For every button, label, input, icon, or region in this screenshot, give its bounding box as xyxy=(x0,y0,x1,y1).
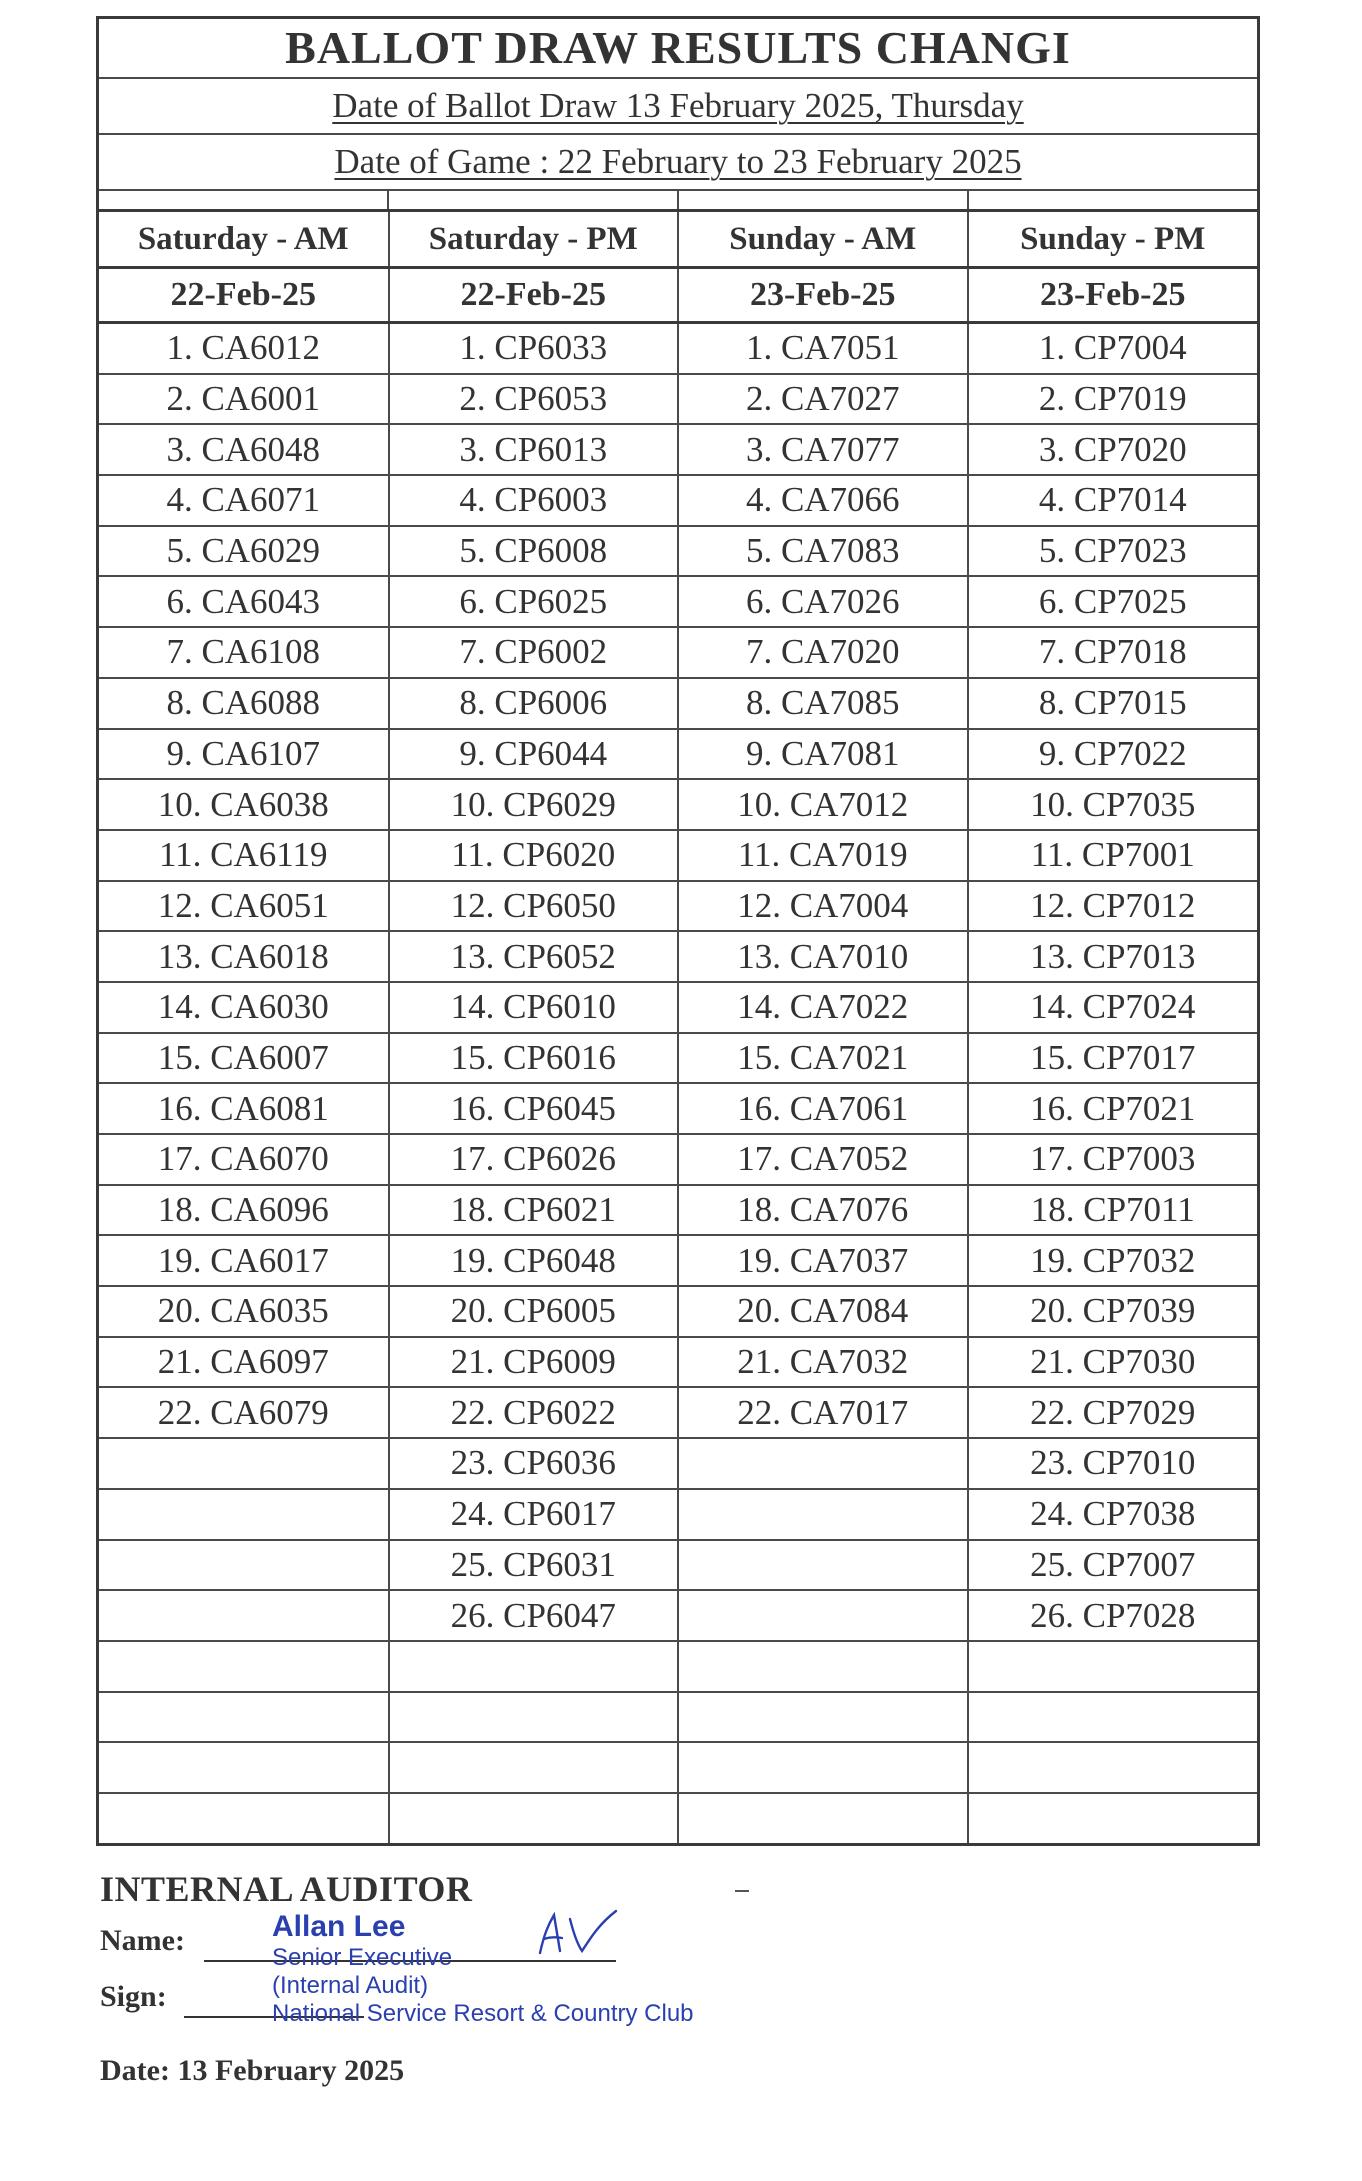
table-cell xyxy=(99,1540,389,1591)
stamp-title: Senior Executive xyxy=(272,1944,453,1971)
table-cell: 2. CA6001 xyxy=(99,374,389,425)
table-cell: 8. CP7015 xyxy=(968,678,1258,729)
table-cell: 10. CA7012 xyxy=(678,779,968,830)
table-cell: 14. CA6030 xyxy=(99,982,389,1033)
table-cell xyxy=(389,1742,679,1793)
table-row xyxy=(99,424,1257,475)
table-cell: 4. CP7014 xyxy=(968,475,1258,526)
table-cell xyxy=(678,1540,968,1591)
table-cell: 13. CP7013 xyxy=(968,931,1258,982)
table-cell: 15. CA6007 xyxy=(99,1033,389,1084)
table-cell: 4. CA7066 xyxy=(678,475,968,526)
table-row xyxy=(99,1641,1257,1692)
column-dates xyxy=(99,268,1257,323)
table-cell: 11. CP6020 xyxy=(389,830,679,881)
table-row xyxy=(99,1742,1257,1793)
table-cell xyxy=(678,1590,968,1641)
results-table xyxy=(99,212,1257,1843)
table-cell: 3. CP7020 xyxy=(968,424,1258,475)
ballot-date: Date of Ballot Draw 13 February 2025, Thursday xyxy=(332,86,1024,125)
game-date: Date of Game : 22 February to 23 February 2025 xyxy=(334,142,1022,181)
table-cell: 12. CP6050 xyxy=(389,881,679,932)
table-cell xyxy=(99,1692,389,1743)
table-cell: 23. CP7010 xyxy=(968,1438,1258,1489)
table-cell: 14. CP7024 xyxy=(968,982,1258,1033)
column-heading: Sunday - AM xyxy=(678,212,968,268)
page-title: BALLOT DRAW RESULTS CHANGI xyxy=(99,19,1257,79)
table-cell xyxy=(678,1438,968,1489)
table-cell: 12. CA7004 xyxy=(678,881,968,932)
table-cell: 21. CA7032 xyxy=(678,1337,968,1388)
table-row xyxy=(99,1185,1257,1236)
table-row xyxy=(99,1083,1257,1134)
column-date: 23-Feb-25 xyxy=(968,268,1258,323)
column-heading: Sunday - PM xyxy=(968,212,1258,268)
table-cell xyxy=(678,1793,968,1843)
table-cell: 15. CA7021 xyxy=(678,1033,968,1084)
table-cell: 19. CP6048 xyxy=(389,1235,679,1286)
signature-icon xyxy=(530,1905,630,1965)
table-cell: 18. CA6096 xyxy=(99,1185,389,1236)
table-row xyxy=(99,1692,1257,1743)
table-row xyxy=(99,1033,1257,1084)
table-row xyxy=(99,1337,1257,1388)
sign-label: Sign: xyxy=(100,1980,167,2013)
table-row xyxy=(99,1540,1257,1591)
table-cell: 10. CP6029 xyxy=(389,779,679,830)
table-row xyxy=(99,1286,1257,1337)
column-date: 22-Feb-25 xyxy=(99,268,389,323)
table-cell: 17. CA7052 xyxy=(678,1134,968,1185)
table-cell xyxy=(968,1793,1258,1843)
table-cell: 9. CP6044 xyxy=(389,729,679,780)
table-cell: 19. CA7037 xyxy=(678,1235,968,1286)
table-cell xyxy=(99,1438,389,1489)
table-cell xyxy=(389,1641,679,1692)
table-cell: 16. CA7061 xyxy=(678,1083,968,1134)
table-row xyxy=(99,1387,1257,1438)
table-cell: 22. CP7029 xyxy=(968,1387,1258,1438)
table-cell: 20. CA7084 xyxy=(678,1286,968,1337)
table-cell: 2. CP6053 xyxy=(389,374,679,425)
table-cell: 11. CA7019 xyxy=(678,830,968,881)
stray-mark xyxy=(735,1890,749,1892)
table-cell: 12. CA6051 xyxy=(99,881,389,932)
table-cell: 23. CP6036 xyxy=(389,1438,679,1489)
table-cell: 3. CP6013 xyxy=(389,424,679,475)
ballot-results-sheet xyxy=(96,16,1260,1846)
table-cell: 15. CP7017 xyxy=(968,1033,1258,1084)
table-cell: 21. CP7030 xyxy=(968,1337,1258,1388)
table-cell: 7. CA6108 xyxy=(99,627,389,678)
table-cell: 9. CP7022 xyxy=(968,729,1258,780)
stamp-name: Allan Lee xyxy=(272,1910,406,1943)
table-cell: 7. CP7018 xyxy=(968,627,1258,678)
table-cell: 1. CP6033 xyxy=(389,323,679,374)
table-cell: 26. CP7028 xyxy=(968,1590,1258,1641)
table-cell: 18. CA7076 xyxy=(678,1185,968,1236)
table-cell: 9. CA6107 xyxy=(99,729,389,780)
table-cell: 7. CA7020 xyxy=(678,627,968,678)
table-cell: 11. CP7001 xyxy=(968,830,1258,881)
table-cell: 17. CP6026 xyxy=(389,1134,679,1185)
table-cell: 5. CA7083 xyxy=(678,526,968,577)
table-row xyxy=(99,627,1257,678)
table-cell: 18. CP7011 xyxy=(968,1185,1258,1236)
table-row xyxy=(99,1438,1257,1489)
table-cell: 6. CP6025 xyxy=(389,576,679,627)
table-cell: 6. CA6043 xyxy=(99,576,389,627)
auditor-stamp xyxy=(272,1910,694,2028)
table-cell: 17. CA6070 xyxy=(99,1134,389,1185)
table-cell: 16. CP6045 xyxy=(389,1083,679,1134)
table-cell: 21. CP6009 xyxy=(389,1337,679,1388)
table-cell: 24. CP6017 xyxy=(389,1489,679,1540)
table-cell: 11. CA6119 xyxy=(99,830,389,881)
results-body xyxy=(99,323,1257,1843)
table-row xyxy=(99,374,1257,425)
table-row xyxy=(99,982,1257,1033)
table-row xyxy=(99,779,1257,830)
table-cell: 13. CA6018 xyxy=(99,931,389,982)
table-cell: 6. CA7026 xyxy=(678,576,968,627)
table-cell: 6. CP7025 xyxy=(968,576,1258,627)
table-cell: 25. CP6031 xyxy=(389,1540,679,1591)
ballot-date-row xyxy=(99,79,1257,135)
table-cell xyxy=(99,1489,389,1540)
table-cell: 3. CA6048 xyxy=(99,424,389,475)
table-cell: 17. CP7003 xyxy=(968,1134,1258,1185)
auditor-heading: INTERNAL AUDITOR xyxy=(100,1869,473,1909)
table-cell: 19. CP7032 xyxy=(968,1235,1258,1286)
name-label: Name: xyxy=(100,1924,185,1957)
table-cell: 15. CP6016 xyxy=(389,1033,679,1084)
table-cell xyxy=(968,1742,1258,1793)
table-cell: 12. CP7012 xyxy=(968,881,1258,932)
table-cell: 1. CA6012 xyxy=(99,323,389,374)
table-cell: 26. CP6047 xyxy=(389,1590,679,1641)
table-cell: 16. CP7021 xyxy=(968,1083,1258,1134)
table-cell: 3. CA7077 xyxy=(678,424,968,475)
table-cell: 22. CA6079 xyxy=(99,1387,389,1438)
table-cell: 22. CA7017 xyxy=(678,1387,968,1438)
table-row xyxy=(99,1793,1257,1843)
table-cell xyxy=(389,1793,679,1843)
table-cell: 10. CP7035 xyxy=(968,779,1258,830)
table-cell: 2. CA7027 xyxy=(678,374,968,425)
table-cell: 14. CP6010 xyxy=(389,982,679,1033)
stamp-dept: (Internal Audit) xyxy=(272,1972,429,1999)
column-date: 23-Feb-25 xyxy=(678,268,968,323)
table-cell: 4. CA6071 xyxy=(99,475,389,526)
table-row xyxy=(99,830,1257,881)
table-cell xyxy=(99,1590,389,1641)
table-row xyxy=(99,475,1257,526)
table-cell: 20. CP6005 xyxy=(389,1286,679,1337)
table-cell: 8. CA7085 xyxy=(678,678,968,729)
stamp-org: National Service Resort & Country Club xyxy=(272,2000,694,2027)
table-cell: 13. CA7010 xyxy=(678,931,968,982)
table-cell: 20. CP7039 xyxy=(968,1286,1258,1337)
table-row xyxy=(99,1235,1257,1286)
table-cell: 8. CP6006 xyxy=(389,678,679,729)
table-row xyxy=(99,1489,1257,1540)
table-cell: 7. CP6002 xyxy=(389,627,679,678)
table-row xyxy=(99,1590,1257,1641)
table-row xyxy=(99,526,1257,577)
table-cell: 19. CA6017 xyxy=(99,1235,389,1286)
table-row xyxy=(99,729,1257,780)
table-cell xyxy=(389,1692,679,1743)
table-cell: 2. CP7019 xyxy=(968,374,1258,425)
table-cell xyxy=(678,1489,968,1540)
table-row xyxy=(99,323,1257,374)
table-row xyxy=(99,576,1257,627)
table-cell: 18. CP6021 xyxy=(389,1185,679,1236)
table-cell: 1. CA7051 xyxy=(678,323,968,374)
game-date-row xyxy=(99,135,1257,191)
table-row xyxy=(99,678,1257,729)
table-cell: 16. CA6081 xyxy=(99,1083,389,1134)
column-headings xyxy=(99,212,1257,268)
table-cell: 4. CP6003 xyxy=(389,475,679,526)
table-cell: 21. CA6097 xyxy=(99,1337,389,1388)
column-date: 22-Feb-25 xyxy=(389,268,679,323)
table-cell: 22. CP6022 xyxy=(389,1387,679,1438)
table-cell: 14. CA7022 xyxy=(678,982,968,1033)
table-cell xyxy=(968,1692,1258,1743)
table-cell xyxy=(678,1692,968,1743)
table-cell xyxy=(99,1793,389,1843)
table-cell: 8. CA6088 xyxy=(99,678,389,729)
table-row xyxy=(99,931,1257,982)
table-cell: 5. CP7023 xyxy=(968,526,1258,577)
table-cell: 5. CP6008 xyxy=(389,526,679,577)
spacer-row xyxy=(99,191,1257,212)
date-line: Date: 13 February 2025 xyxy=(100,2054,405,2087)
table-cell xyxy=(678,1742,968,1793)
table-cell xyxy=(99,1742,389,1793)
table-cell: 20. CA6035 xyxy=(99,1286,389,1337)
table-cell: 5. CA6029 xyxy=(99,526,389,577)
table-cell xyxy=(99,1641,389,1692)
table-cell xyxy=(678,1641,968,1692)
table-cell: 13. CP6052 xyxy=(389,931,679,982)
table-cell: 24. CP7038 xyxy=(968,1489,1258,1540)
table-cell: 25. CP7007 xyxy=(968,1540,1258,1591)
table-row xyxy=(99,1134,1257,1185)
table-row xyxy=(99,881,1257,932)
column-heading: Saturday - AM xyxy=(99,212,389,268)
table-cell: 1. CP7004 xyxy=(968,323,1258,374)
table-cell: 10. CA6038 xyxy=(99,779,389,830)
table-cell: 9. CA7081 xyxy=(678,729,968,780)
column-heading: Saturday - PM xyxy=(389,212,679,268)
table-cell xyxy=(968,1641,1258,1692)
